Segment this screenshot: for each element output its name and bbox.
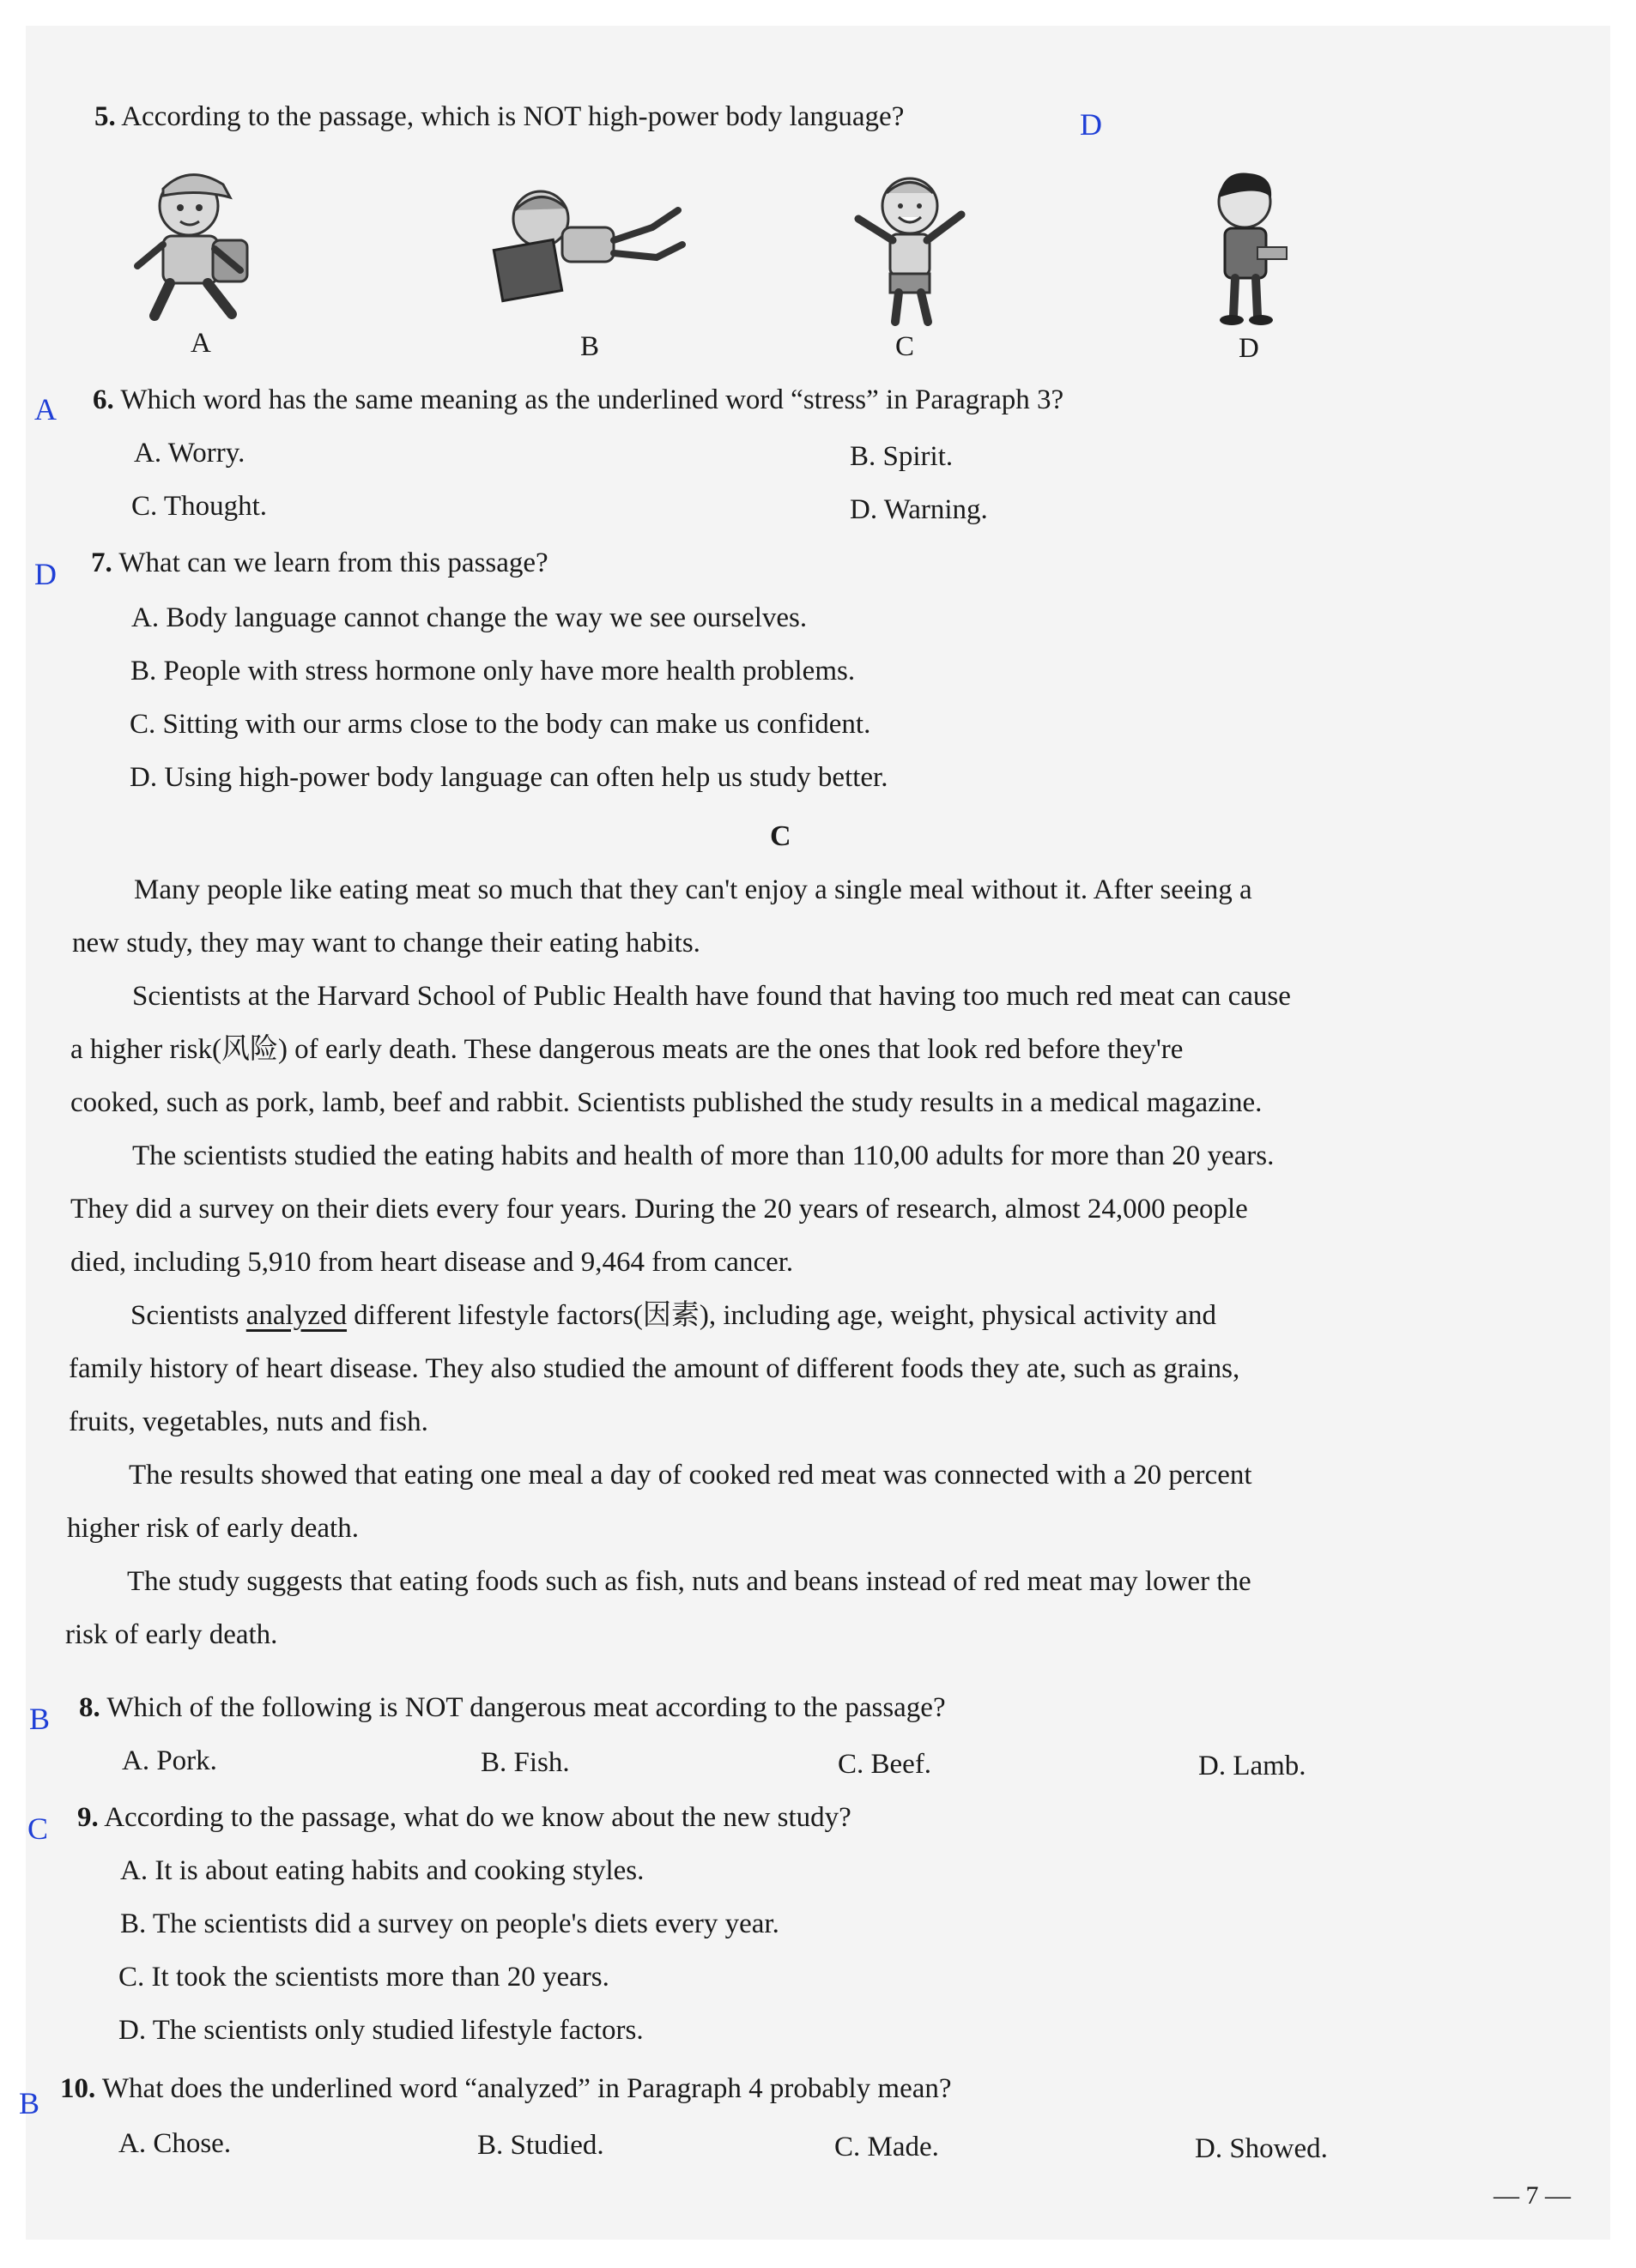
picture-label-b: B xyxy=(580,331,600,362)
section-title: C xyxy=(770,820,791,852)
option-d: D. Using high-power body language can often help us study better. xyxy=(130,762,888,793)
question-number: 8. xyxy=(79,1692,100,1723)
answer-mark-q8: B xyxy=(29,1702,51,1736)
option-d: D. The scientists only studied lifestyle factors. xyxy=(118,2015,644,2046)
text-line: The scientists studied the eating habits and health of more than 110,00 adults for more than 20 years. xyxy=(132,1140,1275,1171)
paragraph-6 xyxy=(65,1555,1488,1661)
question-text: What does the underlined word “analyzed” in Paragraph 4 probably mean? xyxy=(101,2073,952,2104)
text-segment: different lifestyle factors(因素), including age, weight, physical activity and xyxy=(347,1300,1216,1331)
option-a: A. It is about eating habits and cooking styles. xyxy=(120,1855,645,1886)
paragraph-2 xyxy=(70,970,1488,1129)
paragraph-3 xyxy=(70,1129,1488,1289)
option-a: A. Worry. xyxy=(134,438,245,469)
picture-c xyxy=(845,159,974,330)
option-c: C. Sitting with our arms close to the body can make us confident. xyxy=(130,709,871,740)
text-line: fruits, vegetables, nuts and fish. xyxy=(69,1406,428,1437)
option-a: A. Pork. xyxy=(122,1745,217,1776)
paragraph-1 xyxy=(72,863,1488,970)
option-c: C. Thought. xyxy=(131,491,267,522)
question-10 xyxy=(60,2073,952,2105)
question-number: 6. xyxy=(93,384,114,415)
answer-mark-q10: B xyxy=(19,2086,40,2120)
question-9 xyxy=(77,1802,851,1834)
text-line xyxy=(69,1289,1488,1342)
option-b: B. People with stress hormone only have more health problems. xyxy=(130,656,856,686)
text-line: Scientists at the Harvard School of Public Health have found that having too much red meat can cause xyxy=(132,981,1291,1012)
question-text: What can we learn from this passage? xyxy=(118,547,548,578)
question-5 xyxy=(94,101,904,133)
question-7 xyxy=(91,547,548,579)
picture-label-c: C xyxy=(895,331,915,362)
paragraph-5 xyxy=(67,1448,1488,1555)
text-line: new study, they may want to change their eating habits. xyxy=(72,928,700,959)
option-a: A. Body language cannot change the way we see ourselves. xyxy=(131,602,808,633)
picture-a xyxy=(129,163,275,326)
option-a: A. Chose. xyxy=(118,2128,232,2159)
question-text: Which of the following is NOT dangerous meat according to the passage? xyxy=(106,1692,946,1723)
text-segment: Scientists xyxy=(130,1300,246,1331)
option-b: B. Studied. xyxy=(477,2130,604,2161)
option-b: B. Spirit. xyxy=(850,441,954,472)
text-line: cooked, such as pork, lamb, beef and rabbit. Scientists published the study results in a medical magazine. xyxy=(70,1087,1263,1118)
option-d: D. Showed. xyxy=(1195,2133,1328,2164)
text-line: Many people like eating meat so much that they can't enjoy a single meal without it. After seeing a xyxy=(134,874,1252,905)
picture-label-d: D xyxy=(1239,333,1259,364)
question-number: 10. xyxy=(60,2073,96,2104)
text-line: The results showed that eating one meal a day of cooked red meat was connected with a 20 percent xyxy=(129,1460,1252,1491)
picture-b xyxy=(481,176,695,305)
question-text: According to the passage, what do we know about the new study? xyxy=(104,1802,851,1833)
paragraph-4 xyxy=(69,1289,1488,1448)
option-b: B. Fish. xyxy=(481,1747,570,1778)
child-walking-backpack-icon xyxy=(129,163,275,326)
option-d: D. Warning. xyxy=(850,494,988,525)
option-b: B. The scientists did a survey on people's diets every year. xyxy=(120,1908,779,1939)
text-line: higher risk of early death. xyxy=(67,1513,359,1544)
underlined-word: analyzed xyxy=(245,1300,348,1331)
child-standing-looking-down-icon xyxy=(1197,163,1300,330)
question-number: 7. xyxy=(91,547,112,578)
text-line: They did a survey on their diets every four years. During the 20 years of research, almost 24,000 people xyxy=(70,1194,1248,1225)
option-d: D. Lamb. xyxy=(1198,1751,1306,1781)
option-c: C. Made. xyxy=(834,2132,939,2162)
option-c: C. It took the scientists more than 20 years. xyxy=(118,1962,609,1993)
question-number: 9. xyxy=(77,1802,99,1833)
text-line: risk of early death. xyxy=(65,1619,278,1650)
question-text: According to the passage, which is NOT high-power body language? xyxy=(121,101,905,132)
question-8 xyxy=(79,1692,946,1724)
question-6 xyxy=(93,384,1063,416)
answer-mark-q9: C xyxy=(27,1811,49,1846)
picture-label-a: A xyxy=(191,328,211,359)
text-line: The study suggests that eating foods such as fish, nuts and beans instead of red meat may lower the xyxy=(127,1566,1251,1597)
question-text: Which word has the same meaning as the underlined word “stress” in Paragraph 3? xyxy=(120,384,1064,415)
answer-mark-q7: D xyxy=(34,557,57,591)
answer-mark-q6: A xyxy=(34,392,57,426)
option-c: C. Beef. xyxy=(838,1749,932,1780)
child-lying-reading-icon xyxy=(481,176,695,305)
text-line: died, including 5,910 from heart disease and 9,464 from cancer. xyxy=(70,1247,794,1278)
page-number: — 7 — xyxy=(1494,2181,1571,2210)
question-number: 5. xyxy=(94,101,116,132)
child-jumping-arms-up-icon xyxy=(845,159,974,330)
text-line: family history of heart disease. They also studied the amount of different foods they ate, such as grains, xyxy=(69,1353,1240,1384)
answer-mark-q5: D xyxy=(1080,107,1102,142)
text-line: a higher risk(风险) of early death. These dangerous meats are the ones that look red before they're xyxy=(70,1034,1184,1065)
picture-d xyxy=(1197,163,1300,330)
